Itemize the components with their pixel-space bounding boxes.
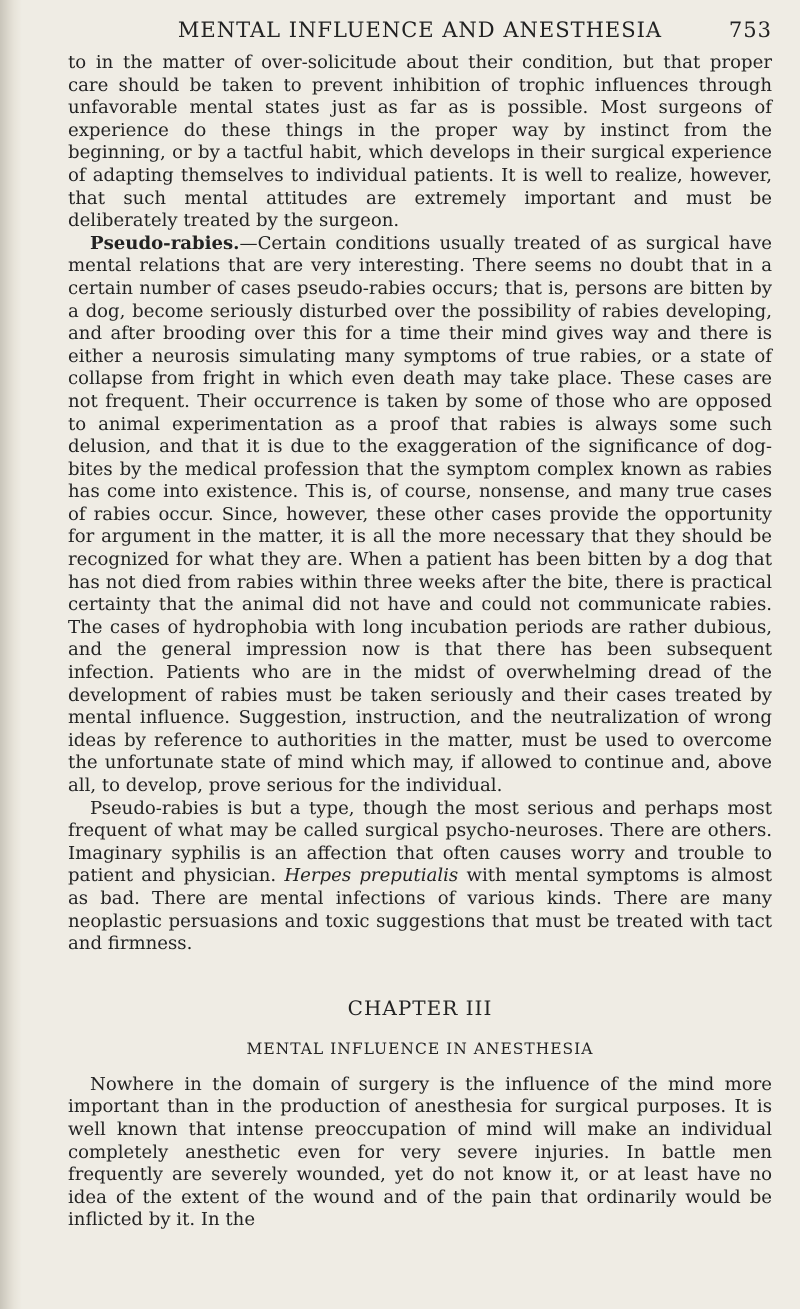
body-text-top: [68, 52, 772, 956]
paragraph-psycho-neuroses: [68, 798, 772, 956]
page-number: 753: [728, 18, 772, 42]
paragraph-pseudo-rabies-body: —Certain conditions usually treated of as surgical have mental relations that are very interesting. There seems no doubt that in a certain number of cases pseudo-rabies occurs; that is, persons are bitten by a dog, become seriously disturbed over the possibility of rabies developing, and after brooding over this for a time their mind gives way and there is either a neurosis simulating many symptoms of true rabies, or a state of collapse from fright in which even death may take place. These cases are not frequent. Their occurrence is taken by some of those who are opposed to animal experimentation as a proof that rabies is always some such delusion, and that it is due to the exaggeration of the significance of dog-bites by the medical profession that the symptom complex known as rabies has come into existence. This is, of course, nonsense, and many true cases of rabies occur. Since, however, these other cases provide the opportunity for argument in the matter, it is all the more necessary that they should be recognized for what they are. When a patient has been bitten by a dog that has not died from rabies within three weeks after the bite, there is practical certainty that the animal did not have and could not communicate rabies. The cases of hydrophobia with long incubation periods are rather dubious, and the general impression now is that there has been subsequent infection. Patients who are in the midst of overwhelming dread of the development of rabies must be taken seriously and their cases treated by mental influence. Suggestion, instruction, and the neutralization of wrong ideas by reference to authorities in the matter, must be used to overcome the unfortunate state of mind which may, if allowed to continue and, above all, to develop, prove serious for the individual.: [68, 232, 772, 796]
section-heading-pseudo-rabies: Pseudo-rabies.: [90, 232, 240, 254]
chapter-title: MENTAL INFLUENCE IN ANESTHESIA: [246, 1039, 594, 1058]
running-head: [68, 18, 772, 52]
book-page: [68, 18, 772, 1232]
paragraph-continuation: to in the matter of over-solicitude about their condition, but that proper care should be taken to prevent inhibition of trophic influences through unfavorable mental states just as far as is possible. Most surgeons of experience do these things in the proper way by instinct from the beginning, or by a tactful habit, which develops in their surgical experience of adapting themselves to individual patients. It is well to realize, however, that such mental attitudes are extremely important and must be deliberately treated by the surgeon.: [68, 52, 772, 232]
chapter-number: CHAPTER III: [347, 995, 493, 1020]
paragraph-psycho-neuroses-part2: with mental symptoms is almost as bad. There are mental infections of various kinds. There are many neoplastic persuasions and toxic suggestions that must be treated with tact and firmness.: [68, 865, 773, 955]
paragraph-pseudo-rabies: [68, 233, 772, 798]
body-text-bottom: [68, 1074, 772, 1232]
paragraph-anesthesia: Nowhere in the domain of surgery is the influence of the mind more important than in the production of anesthesia for surgical purposes. It is well known that intense preoccupation of mind will make an individual completely anesthetic even for very severe injuries. In battle men frequently are severely wounded, yet do not know it, or at least have no idea of the extent of the wound and of the pain that ordinarily would be inflicted by it. In the: [68, 1073, 772, 1231]
paragraph-psycho-neuroses-part1: Pseudo-rabies is but a type, though the most serious and perhaps most frequent of what may be called surgical psycho-neuroses. There are others. Imaginary syphilis is an affection that often causes worry and trouble to patient and physician.: [68, 797, 772, 887]
page-spine-shadow: [0, 0, 22, 1309]
italic-term: Herpes preputialis: [284, 865, 459, 887]
running-head-title: MENTAL INFLUENCE AND ANESTHESIA: [177, 18, 663, 42]
